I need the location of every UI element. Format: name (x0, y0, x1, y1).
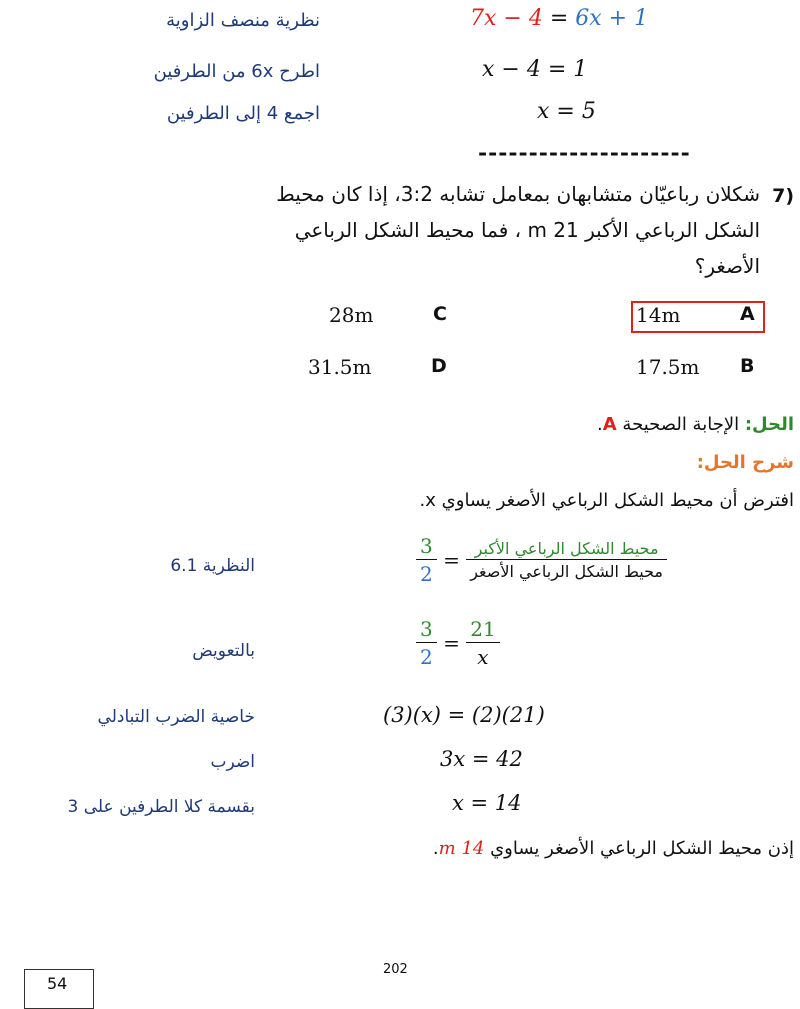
explanation-label: شرح الحل: (696, 452, 794, 473)
ratio-left-den: 2 (416, 559, 437, 586)
assumption-text: افترض أن محيط الشكل الرباعي الأصغر يساوي x. (419, 490, 794, 511)
option-b-value: 17.5m (636, 355, 700, 379)
equation-equals: = (542, 6, 576, 31)
solution-line (597, 414, 794, 435)
multiply-equation: 3x = 42 (440, 747, 523, 771)
reason-multiply: اضرب (210, 752, 255, 772)
conclusion-value: 14 m (438, 838, 485, 859)
sub-left-fraction (416, 617, 437, 669)
conclusion-prefix: إذن محيط الشكل الرباعي الأصغر يساوي (484, 838, 794, 859)
option-b-letter: B (740, 355, 755, 377)
option-c-letter: C (433, 303, 447, 325)
reason-theorem: النظرية 6.1 (170, 556, 255, 576)
equation-rhs: 6x + 1 (575, 6, 649, 31)
option-d-letter: D (431, 355, 447, 377)
question-number: 7) (772, 185, 794, 207)
sub-equals: = (436, 631, 467, 655)
ratio-right-num: محيط الشكل الرباعي الأكبر (474, 539, 659, 558)
page-number-center: 202 (383, 962, 408, 977)
solution-text: الإجابة الصحيحة (616, 414, 745, 435)
sub-right-fraction (466, 617, 499, 669)
sub-left-num: 3 (420, 617, 433, 641)
solution-dot: . (597, 414, 603, 435)
reason-substitution: بالتعويض (192, 641, 255, 661)
step-reason-subtract: اطرح 6x من الطرفين (153, 61, 320, 82)
sub-right-num: 21 (470, 617, 496, 641)
solution-label: الحل: (744, 414, 794, 435)
step-equation-3: x = 5 (537, 99, 596, 124)
reason-cross-multiplication: خاصية الضرب التبادلي (97, 707, 255, 727)
ratio-left-num: 3 (420, 534, 433, 558)
question-line-3: الأصغر؟ (694, 254, 760, 278)
option-a-letter: A (740, 303, 755, 325)
option-d-value: 31.5m (308, 355, 372, 379)
question-line-1: شكلان رباعيّان متشابهان بمعامل تشابه 3:2، إذا كان محيط (276, 182, 760, 206)
reason-divide: بقسمة كلا الطرفين على 3 (67, 797, 255, 817)
sub-right-den: x (466, 642, 499, 669)
equation-lhs: 7x − 4 (470, 6, 543, 31)
ratio-equals: = (436, 548, 467, 572)
solution-answer: A (602, 414, 617, 435)
separator-dashes: --------------------- (478, 140, 691, 166)
substitution-equation (416, 617, 500, 669)
step-reason-angle-bisector: نظرية منصف الزاوية (166, 10, 320, 31)
conclusion-line (433, 838, 794, 859)
conclusion-suffix: . (432, 838, 439, 859)
divide-equation: x = 14 (452, 791, 522, 815)
ratio-right-den: محيط الشكل الرباعي الأصغر (466, 559, 667, 581)
step-equation-1 (470, 6, 648, 31)
ratio-equation (416, 534, 667, 586)
step-equation-2: x − 4 = 1 (482, 57, 588, 82)
cross-multiplication-equation: (3)(x) = (2)(21) (383, 703, 545, 727)
question-line-2: الشكل الرباعي الأكبر 21 m ، فما محيط الشكل الرباعي (294, 218, 760, 242)
ratio-left-fraction (416, 534, 437, 586)
option-a-value: 14m (636, 303, 681, 327)
option-c-value: 28m (329, 303, 374, 327)
page-number-box-label: 54 (47, 974, 68, 993)
sub-left-den: 2 (416, 642, 437, 669)
step-reason-add: اجمع 4 إلى الطرفين (166, 103, 320, 124)
ratio-right-fraction (466, 539, 667, 581)
